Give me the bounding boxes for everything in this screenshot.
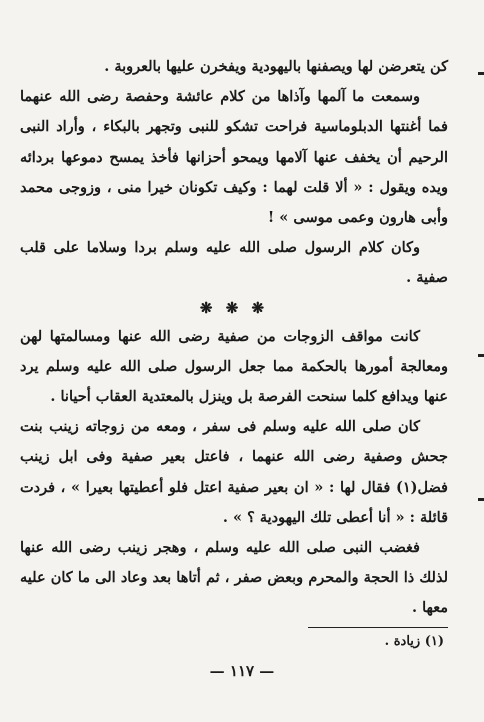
page-number: — ١١٧ — <box>209 662 275 680</box>
paragraph-1: كن يتعرضن لها ويصفنها باليهودية ويفخرن عليها بالعروبة . <box>104 58 448 75</box>
page-edge-mark <box>478 72 484 75</box>
footnote-rule <box>308 627 448 628</box>
paragraph-4: كانت مواقف الزوجات من صفية رضى الله عنها ومسالمتها لهن ومعالجة أمورها بالحكمة مما جعل الرسول صلى الله عليه وسلم يرد عنها ويدافع كلما سنحت الفرصة بل وينزل بالمعتدية العقاب أحيانا . <box>20 327 448 406</box>
paragraph-2: وسمعت ما آلمها وآذاها من كلام عائشة وحفصة رضى الله عنهما فما أغنتها الدبلوماسية فراحت تشكو للنبى وتجهر بالبكاء ، وأراد النبى الرحيم أن يخفف عنها آلامها ويمحو أحزانها فأخذ يمسح دموعها بردائه ويده ويقول : « ألا قلت لهما : وكيف تكونان خيرا منى ، وزوجى محمد وأبى هارون وعمى موسى » ! <box>20 88 448 227</box>
paragraph-3: وكان كلام الرسول صلى الله عليه وسلم بردا وسلاما على قلب صفية . <box>20 239 448 287</box>
paragraph-6: فغضب النبى صلى الله عليه وسلم ، وهجر زينب رضى الله عنها لذلك ذا الحجة والمحرم وبعض صفر ، ثم أتاها بعد وعاد الى ما كان عليه معها . <box>20 539 448 617</box>
section-ornament: ❋ ❋ ❋ <box>199 298 269 317</box>
paragraph-5: كان صلى الله عليه وسلم فى سفر ، ومعه من زوجاته زينب بنت جحش وصفية رضى الله عنهما ، فاعتل بعير صفية وفى ابل زينب فضل(١) فقال لها : « ان بعير صفية اعتل فلو أعطيتها بعيرا » ، فردت قائلة : « أنا أعطى تلك اليهودية ؟ » . <box>20 418 448 526</box>
body-text <box>20 52 448 624</box>
footnote: (١) زيادة . <box>384 634 444 649</box>
page-edge-mark <box>478 354 484 357</box>
page-edge-mark <box>478 498 484 501</box>
